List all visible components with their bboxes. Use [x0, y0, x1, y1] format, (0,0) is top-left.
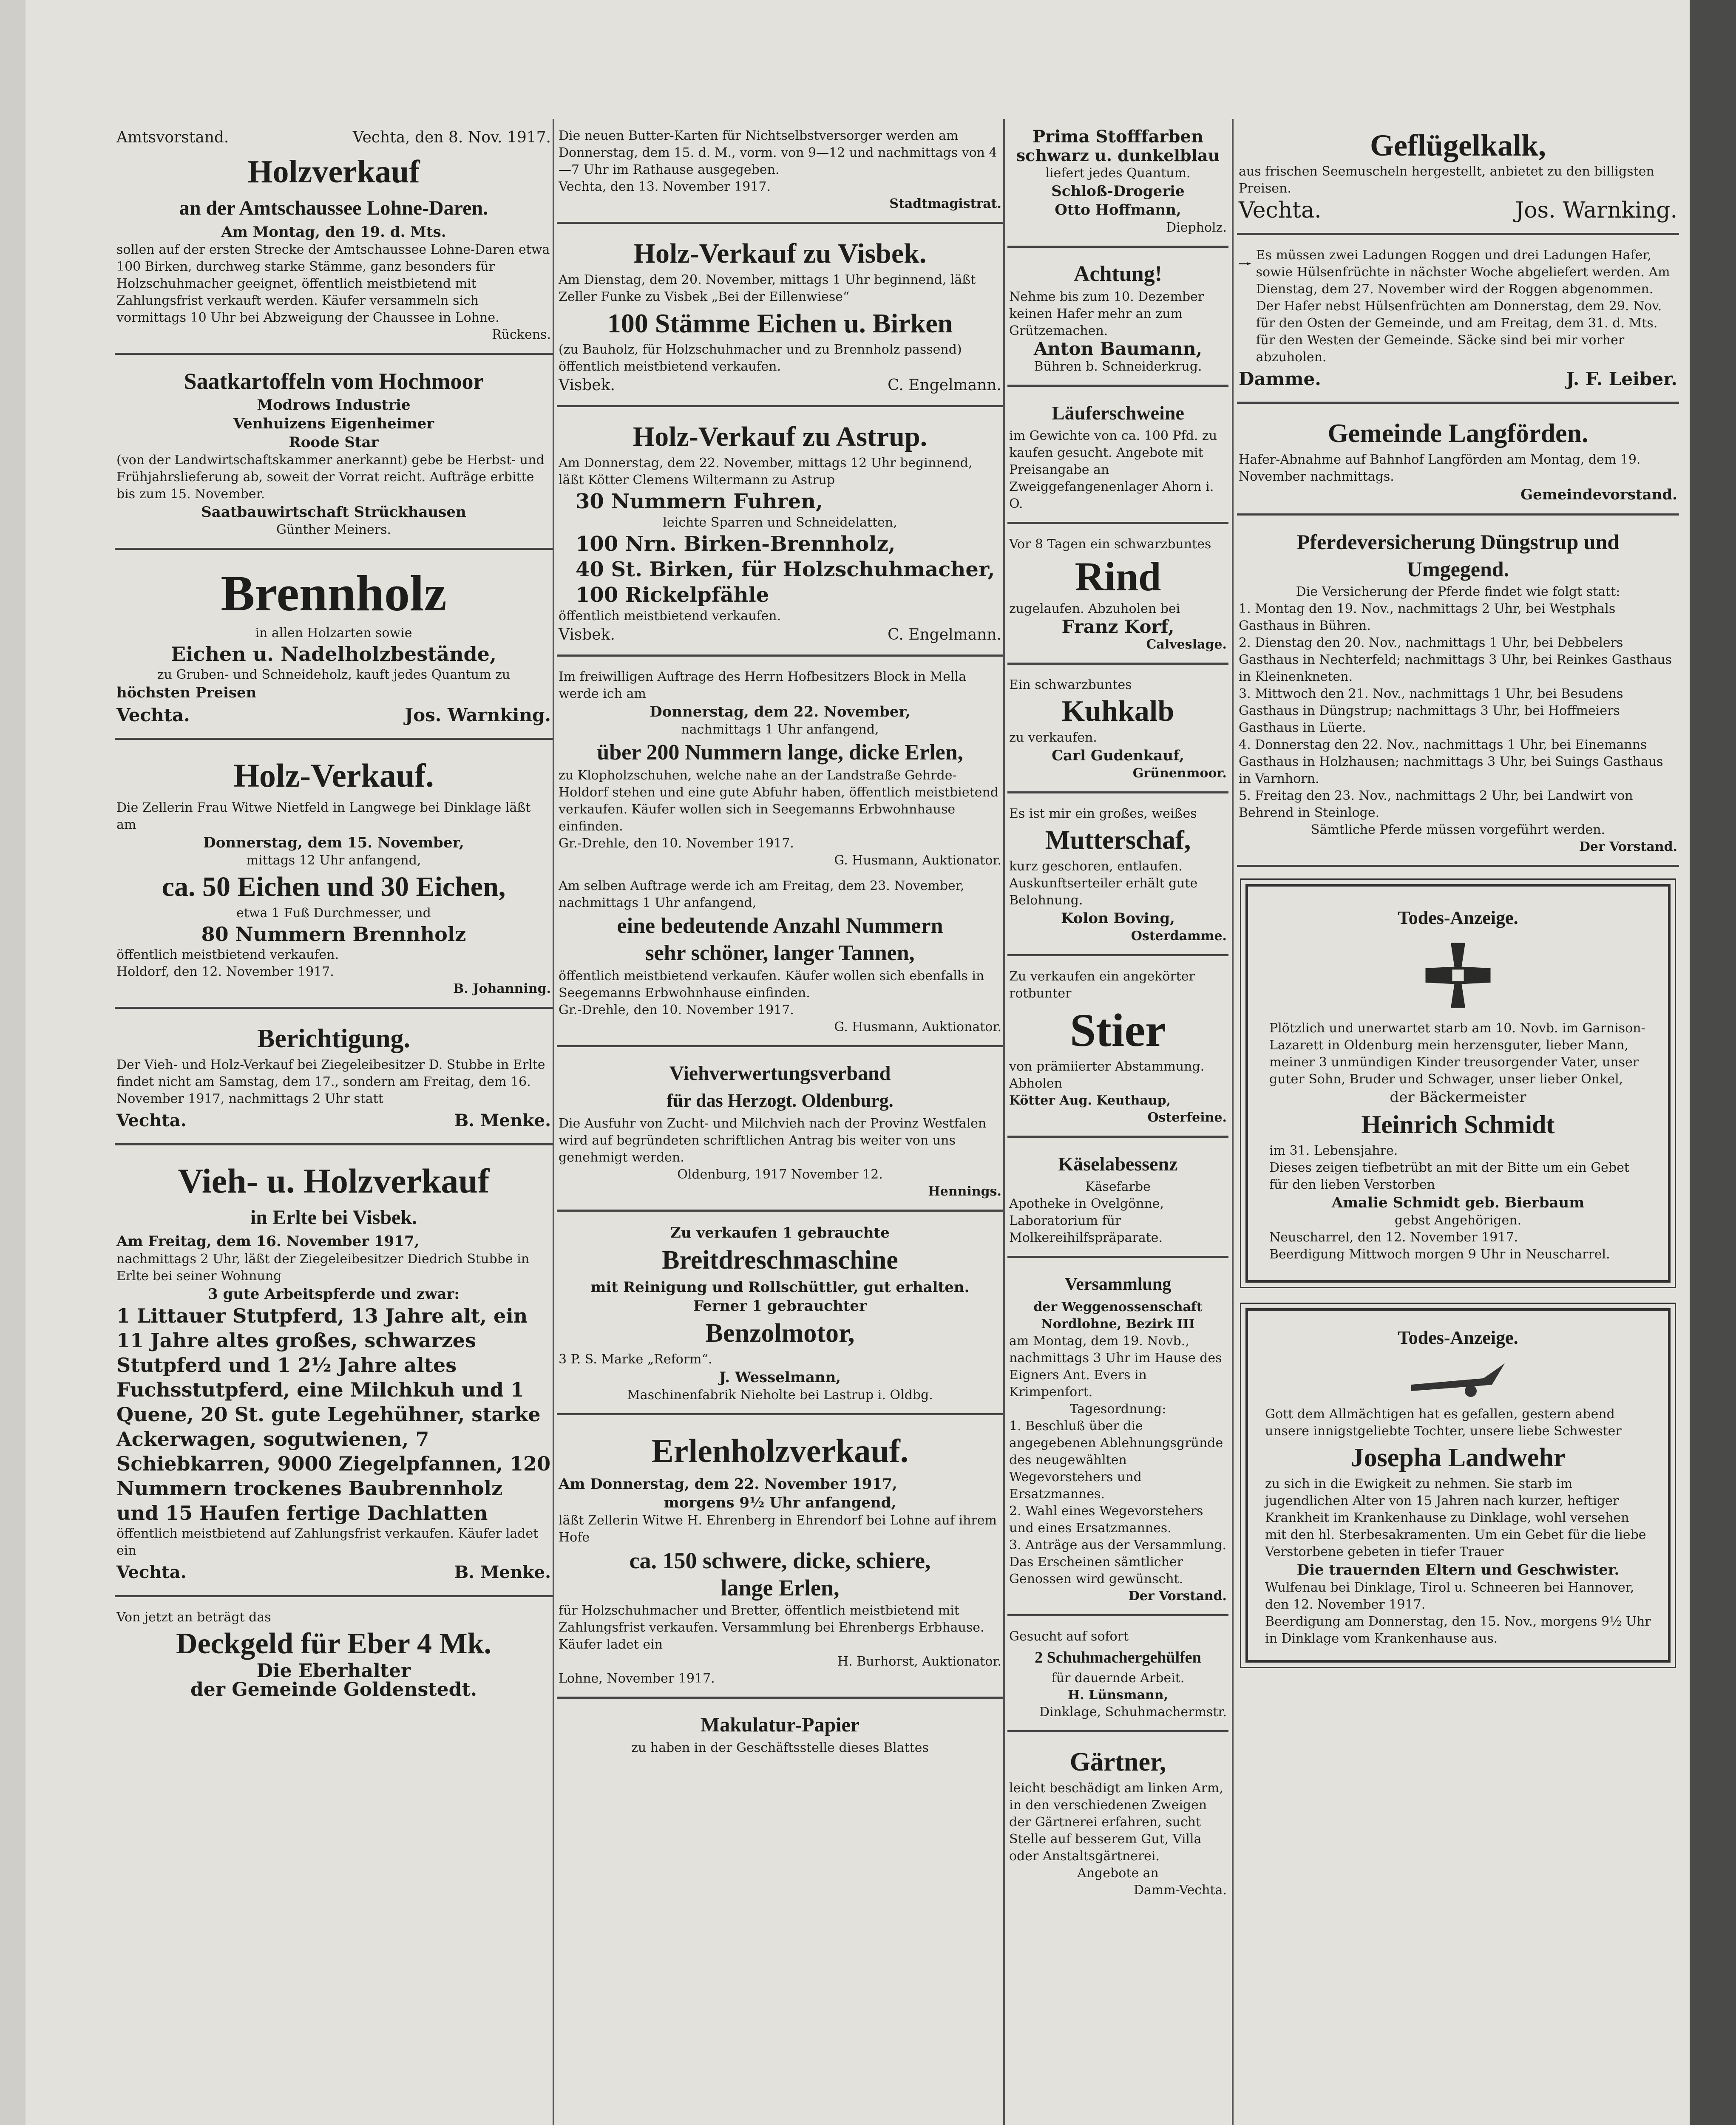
ad-roggen [1237, 243, 1679, 404]
ad-title: 2 Schuhmachergehülfen [1035, 1649, 1201, 1666]
broken-branch-icon [1407, 1355, 1509, 1402]
ad-item: 40 St. Birken, für Holzschuhmacher, [576, 558, 995, 581]
ad-item: 100 Nrn. Birken-Brennholz, [576, 532, 896, 556]
ad-sign: G. Husmann, Auktionator. [834, 1020, 1001, 1034]
ad-body: Die Ausfuhr von Zucht- und Milchvieh nach der Provinz Westfalen wird auf begründeten schriftlichen Antrag bis weiter von uns genehmigt werden. [559, 1116, 987, 1165]
ad-agenda-item: 3. Anträge aus der Versammlung. [1009, 1538, 1227, 1553]
ad-foot: öffentlich meistbietend verkaufen. [559, 609, 781, 623]
ad-title: Makulatur-Papier [700, 1714, 860, 1736]
ad-body: Gott dem Allmächtigen hat es gefallen, gestern abend unsere innigstgeliebte Tochter, unsere liebe Schwester [1265, 1407, 1622, 1439]
ad-laeuferschweine [1007, 394, 1228, 524]
ad-place: Grünenmoor. [1132, 766, 1227, 781]
ad-sign: Der Vorstand. [1128, 1589, 1227, 1604]
column-4 [1237, 123, 1679, 1688]
ad-time: nachmittags 1 Uhr anfangend, [681, 722, 879, 737]
ad-place: Osterdamme. [1131, 929, 1227, 944]
ad-body: Die Zellerin Frau Witwe Nietfeld in Langwege bei Dinklage läßt am [116, 800, 531, 832]
ad-item: 100 Rickelpfähle [576, 583, 769, 607]
ad-place: Vechta. [1239, 198, 1322, 223]
ad-body: für Holzschuhmacher und Bretter, öffentlich meistbietend mit Zahlungsfrist verkaufen. Versammlung bei Ehrenbergs Erbhause. Käufer ladet ein [559, 1603, 984, 1652]
ad-body: (von der Landwirtschaftskammer anerkannt) gebe be Herbst- und Frühjahrslieferung ab, soweit der Vorrat reicht. Aufträge erbitte bis zum 15. November. [116, 453, 545, 502]
ad-gaertner [1007, 1740, 1228, 1908]
ad-place: Vechta. [116, 705, 190, 725]
ad-body: (zu Bauholz, für Holzschuhmacher und zu Brennholz passend) öffentlich meistbietend verkaufen. [559, 342, 962, 374]
ad-body: zu haben in der Geschäftsstelle dieses Blattes [631, 1740, 929, 1755]
ad-sign: Rückens. [492, 327, 551, 342]
ad-subtitle: an der Amtschaussee Lohne-Daren. [179, 197, 488, 219]
ad-stier [1007, 964, 1228, 1138]
ad-date: Donnerstag, dem 15. November, [203, 834, 464, 851]
ad-title: Breitdreschmaschine [662, 1246, 898, 1275]
ad-sign: Anton Baumann, [1033, 338, 1203, 359]
ad-viehverkauf [115, 1153, 553, 1597]
ad-line: in allen Holzarten sowie [255, 626, 412, 640]
ad-title: Benzolmotor, [705, 1319, 855, 1348]
ad-line: Vor 8 Tagen ein schwarzbuntes [1009, 537, 1211, 552]
ad-body: Hafer-Abnahme auf Bahnhof Langförden am Montag, dem 19. November nachmittags. [1239, 452, 1641, 484]
ad-place: Neuscharrel, den 12. November 1917. [1269, 1230, 1518, 1245]
ad-body: öffentlich meistbietend verkaufen. Käufer wollen sich ebenfalls in Seegemanns Erbwohnhause einfinden. [559, 969, 984, 1000]
ad-body: Am Dienstag, dem 20. November, mittags 1 Uhr beginnend, läßt Zeller Funke zu Visbek „Bei der Eillenwiese“ [559, 272, 976, 304]
ad-sign: Der Vorstand. [1579, 839, 1677, 854]
ad-age: im 31. Lebensjahre. [1269, 1143, 1398, 1158]
ad-rind [1007, 532, 1228, 665]
ad-sign: J. F. Leiber. [1566, 368, 1677, 389]
ad-schuhmacher [1007, 1624, 1228, 1732]
ad-place: Gr.-Drehle, den 10. November 1917. [559, 836, 794, 851]
ad-body: Im freiwilligen Auftrage des Herrn Hofbesitzers Block in Mella werde ich am [559, 669, 967, 701]
ad-title: Brennholz [221, 565, 447, 621]
ad-holz-verkauf [115, 748, 553, 1009]
column-2 [557, 123, 1003, 1774]
ad-gefluegelkalk [1237, 123, 1679, 235]
ad-title: Geflügelkalk, [1370, 128, 1546, 162]
ad-date: Am Montag, den 19. d. Mts. [221, 224, 446, 241]
ad-place: Gr.-Drehle, den 10. November 1917. [559, 1003, 794, 1017]
ad-title: Holz-Verkauf zu Visbek. [633, 238, 927, 269]
ad-sign: Carl Gudenkauf, [1052, 747, 1184, 764]
ad-line: schwarz u. dunkelblau [1016, 146, 1220, 165]
ad-name: Heinrich Schmidt [1361, 1111, 1555, 1139]
ad-title: Läuferschweine [1052, 402, 1184, 424]
ad-mutterschaf [1007, 801, 1228, 956]
ad-title: Umgegend. [1407, 557, 1509, 581]
ad-list: 1 Littauer Stutpferd, 13 Jahre alt, ein 11 Jahre altes großes, schwarzes Stutpferd und 1 2½ Jahre altes Fuchsstutpferd, eine Milchkuh und 1 Quene, 20 St. gute Legehühner, starke Ackerwagen, sogutwienen, 7 Schiebkarren, 9000 Ziegelpfannen, 120 Nummern trockenes Baubrennholz und 15 Haufen fertige Dachlatten [116, 1304, 551, 1524]
ad-body: sollen auf der ersten Strecke der Amtschaussee Lohne-Daren etwa 100 Birken, durchweg starke Stämme, ganz besonders für Holzschuhmacher geeignet, öffentlich meistbietend mit Zahlungsfrist verkauft werden. Käufer versammeln sich vormittags 10 Uhr bei Abzweigung der Chaussee in Lohne. [116, 242, 550, 325]
ad-title: Prima Stofffarben [1032, 127, 1204, 147]
ad-langfoerden [1237, 411, 1679, 516]
column-rule [1003, 119, 1005, 2125]
ad-sign: C. Engelmann. [888, 377, 1001, 394]
ad-foot: Das Erscheinen sämtlicher Genossen wird gewünscht. [1009, 1555, 1183, 1587]
ad-sign: Jos. Warnking. [405, 705, 551, 725]
ad-time: morgens 9½ Uhr anfangend, [664, 1494, 896, 1511]
ad-sign: H. Burhorst, Auktionator. [837, 1654, 1001, 1669]
ad-sign: Jos. Warnking. [1515, 198, 1677, 223]
ad-title: Achtung! [1073, 262, 1163, 286]
ad-title: Stier [1069, 1004, 1166, 1056]
ad-place: Dinklage, Schuhmachermstr. [1039, 1705, 1227, 1720]
ad-title: Versammlung [1064, 1275, 1172, 1294]
ad-title: Kuhkalb [1061, 695, 1174, 728]
ad-sign: C. Engelmann. [888, 626, 1001, 643]
ad-item-sub: leichte Sparren und Schneidelatten, [663, 515, 897, 530]
ad-sign: gebst Angehörigen. [1394, 1213, 1522, 1228]
ad-body: im Gewichte von ca. 100 Pfd. zu kaufen gesucht. Angebote mit Preisangabe an Zweiggefangenenlager Ahorn i. O. [1009, 428, 1217, 511]
ad-line: Es ist mir ein großes, weißes [1009, 806, 1197, 821]
ad-line: zugelaufen. Abzuholen bei [1009, 601, 1180, 616]
ad-holzverkauf [115, 123, 553, 355]
ad-title: Holzverkauf [247, 154, 420, 190]
column-3 [1007, 123, 1228, 1916]
ad-date: Am Donnerstag, dem 22. November 1917, [559, 1476, 897, 1493]
ad-line: etwa 1 Fuß Durchmesser, und [236, 906, 431, 921]
ad-body: Es müssen zwei Ladungen Roggen und drei Ladungen Hafer, sowie Hülsenfrüchte in nächster Woche abgeliefert werden. Am Dienstag, dem 27. November wird der Roggen abgenommen. Der Hafer nebst Hülsenfrüchten am Donnerstag, dem 29. Nov. für den Osten der Gemeinde, und am Freitag, dem 31. d. Mts. für den Westen der Gemeinde. Säcke sind bei mir vorher abzuholen. [1256, 248, 1670, 365]
ad-line: Roode Star [289, 434, 379, 451]
ad-item: 1. Montag den 19. Nov., nachmittags 2 Uhr, bei Westphals Gasthaus in Bühren. [1239, 601, 1616, 633]
ad-achtung [1007, 255, 1228, 387]
ad-date: Am Freitag, dem 16. November 1917, [116, 1233, 420, 1250]
ad-place: Bühren b. Schneiderkrug. [1034, 359, 1202, 374]
ad-agenda-item: 2. Wahl eines Wegevorstehers und eines Ersatzmannes. [1009, 1504, 1203, 1536]
ad-big: eine bedeutende Anzahl Nummern [617, 914, 943, 938]
iron-cross-icon [1422, 939, 1494, 1012]
ad-date: Vechta, den 13. November 1917. [559, 179, 771, 194]
ad-line: Zu verkaufen ein angekörter rotbunter [1009, 969, 1195, 1001]
ad-item: 3. Mittwoch den 21. Nov., nachmittags 1 Uhr, bei Besudens Gasthaus in Düngstrup; nachmittags 3 Uhr, bei Hoffmeiers Gasthaus in Lüerte. [1239, 686, 1623, 735]
ad-sign: G. Husmann, Auktionator. [834, 853, 1001, 868]
ad-body: Dieses zeigen tiefbetrübt an mit der Bitte um ein Gebet für den lieben Verstorben [1269, 1160, 1629, 1192]
ad-line: Damm-Vechta. [1133, 1883, 1227, 1898]
ad-line: Käsefarbe [1085, 1179, 1151, 1194]
ad-item: 4. Donnerstag den 22. Nov., nachmittags 1 Uhr, bei Einemanns Gasthaus in Holzhausen; nachmittags 3 Uhr, bei Suings Gasthaus in Varnhorn. [1239, 737, 1663, 786]
ad-place: Lohne, November 1917. [559, 1671, 715, 1686]
ad-title: Mutterschaf, [1045, 826, 1191, 855]
ad-line: liefert jedes Quantum. [1045, 166, 1191, 181]
ad-versammlung [1007, 1266, 1228, 1616]
ad-big: ca. 50 Eichen und 30 Eichen, [162, 871, 506, 902]
ad-berichtigung [115, 1017, 553, 1145]
ad-role: der Bäckermeister [1390, 1089, 1526, 1106]
ad-todesanzeige-schmidt [1245, 884, 1671, 1283]
ad-line: Venhuizens Eigenheimer [233, 415, 434, 432]
ad-breitdreschmaschine [557, 1219, 1003, 1415]
ad-foot: Sämtliche Pferde müssen vorgeführt werden. [1311, 822, 1606, 837]
ad-place: Osterfeine. [1147, 1110, 1227, 1125]
ad-todesanzeige-landwehr [1245, 1308, 1671, 1663]
ad-name: Josepha Landwehr [1350, 1443, 1566, 1472]
ad-line: Modrows Industrie [257, 397, 411, 414]
ad-kaeselabessenz [1007, 1145, 1228, 1258]
ad-body: zu sich in die Ewigkeit zu nehmen. Sie starb im jugendlichen Alter von 15 Jahren nach kurzer, heftiger Krankheit im Krankenhause zu Dinklage, wohl versehen mit den hl. Sterbesakramenten. Um ein Gebet für die liebe Verstorbene gebeten in tiefer Trauer [1265, 1476, 1646, 1559]
ad-place: Visbek. [559, 377, 615, 394]
ad-subtitle: für das Herzogt. Oldenburg. [667, 1090, 894, 1111]
ad-body: Apotheke in Ovelgönne, Laboratorium für Molkereihilfspräparate. [1009, 1196, 1164, 1245]
ad-agenda-title: Tagesordnung: [1069, 1402, 1166, 1417]
ad-sign: Die trauernden Eltern und Geschwister. [1296, 1561, 1620, 1578]
ad-title: Käselabessenz [1058, 1153, 1178, 1175]
ad-brennholz [115, 558, 553, 740]
ad-erlenholzverkauf [557, 1423, 1003, 1699]
ad-title: Pferdeversicherung Düngstrup und [1296, 530, 1620, 554]
ad-body: zu Klopholzschuhen, welche nahe an der Landstraße Gehrde-Holdorf stehen und eine gute Abfuhr haben, öffentlich meistbietend verkaufen. Käufer wollen sich in Seegemanns Erbwohnhause einfinden. [559, 768, 998, 834]
header-left: Amtsvorstand. [116, 129, 229, 146]
ad-line: 80 Nummern Brennholz [201, 923, 466, 946]
ad-date: Donnerstag, dem 22. November, [650, 703, 911, 720]
ad-line: Von jetzt an beträgt das [116, 1610, 271, 1625]
ad-place: Holdorf, den 12. November 1917. [116, 964, 334, 979]
ad-line: Die Eberhalter [256, 1660, 411, 1682]
pointing-hand-icon [1239, 247, 1252, 281]
ad-line: Otto Hoffmann, [1055, 201, 1181, 218]
ad-line: Nordlohne, Bezirk III [1041, 1317, 1195, 1332]
ad-sign: Günther Meiners. [276, 522, 391, 537]
ad-body: läßt Zellerin Witwe H. Ehrenberg in Ehrendorf bei Lohne auf ihrem Hofe [559, 1513, 997, 1545]
ad-sign: Kolon Boving, [1061, 910, 1175, 927]
ad-line: der Weggenossenschaft [1033, 1300, 1203, 1315]
ad-burial: Beerdigung Mittwoch morgen 9 Uhr in Neuscharrel. [1269, 1247, 1610, 1262]
ad-line: Angebote an [1077, 1866, 1159, 1881]
ad-title: Berichtigung. [257, 1024, 410, 1053]
ad-body: Die neuen Butter-Karten für Nichtselbstversorger werden am Donnerstag, dem 15. d. M., vorm. von 9—12 und nachmittags von 4—7 Uhr im Rathause ausgegeben. [559, 128, 997, 177]
ad-body: Der Vieh- und Holz-Verkauf bei Ziegeleibesitzer D. Stubbe in Erlte findet nicht am Samstag, dem 17., sondern am Freitag, dem 16. November 1917, nachmittags 2 Uhr statt [116, 1057, 545, 1106]
ad-title: Deckgeld für Eber 4 Mk. [176, 1627, 492, 1660]
ad-sign: Stadtmagistrat. [889, 196, 1001, 211]
ad-makulatur [557, 1706, 1003, 1766]
ad-sign: H. Lünsmann, [1067, 1688, 1169, 1703]
ad-title: Gemeinde Langförden. [1328, 419, 1588, 448]
ad-body: von prämiierter Abstammung. Abholen [1009, 1059, 1205, 1091]
ad-body: Plötzlich und unerwartet starb am 10. Novb. im Garnison-Lazarett in Oldenburg mein herzensguter, lieber Mann, meiner 3 unmündigen Kinder treusorgender Vater, unser guter Sohn, Bruder und Schwager, unser lieber Onkel, [1269, 1021, 1645, 1087]
ad-pferdeversicherung [1237, 523, 1679, 867]
ad-title: Gärtner, [1069, 1748, 1166, 1776]
ad-body: Am Donnerstag, dem 22. November, mittags 12 Uhr beginnend, läßt Kötter Clemens Wiltermann zu Astrup [559, 456, 973, 487]
ad-body: Nehme bis zum 10. Dezember keinen Hafer mehr an zum Grützemachen. [1009, 289, 1204, 338]
ad-sign: Franz Korf, [1061, 616, 1174, 637]
scan-margin-right [1690, 0, 1736, 2125]
ad-sign: B. Menke. [454, 1111, 551, 1130]
column-rule [1232, 119, 1234, 2125]
ad-title: Saatkartoffeln vom Hochmoor [184, 368, 484, 394]
ad-line: Schloß-Drogerie [1051, 183, 1185, 200]
ad-line: Ein schwarzbuntes [1009, 677, 1132, 692]
ad-body: aus frischen Seemuscheln hergestellt, anbietet zu den billigsten Preisen. [1239, 164, 1654, 196]
ad-line: Maschinenfabrik Nieholte bei Lastrup i. Oldbg. [627, 1388, 933, 1402]
ad-foot: öffentlich meistbietend auf Zahlungsfrist verkaufen. Käufer ladet ein [116, 1526, 539, 1558]
ad-line: mit Reinigung und Rollschüttler, gut erhalten. [590, 1279, 970, 1296]
ad-line: Diepholz. [1166, 220, 1227, 235]
ad-subtitle: in Erlte bei Visbek. [250, 1206, 417, 1229]
ad-place: Vechta. [116, 1562, 187, 1582]
ad-kuhkalb [1007, 672, 1228, 793]
ad-line: Zu verkaufen 1 gebrauchte [670, 1224, 890, 1241]
ad-big: sehr schöner, langer Tannen, [645, 941, 915, 965]
ad-place: Vechta. [116, 1111, 187, 1130]
ad-body: nachmittags 2 Uhr, läßt der Ziegeleibesitzer Diedrich Stubbe in Erlte bei seiner Wohnung [116, 1252, 530, 1284]
ad-place: Calveslage. [1146, 637, 1227, 652]
ad-title: Viehverwertungsverband [669, 1062, 891, 1085]
ad-line: 3 gute Arbeitspferde und zwar: [208, 1286, 460, 1303]
ad-line: höchsten Preisen [116, 684, 257, 701]
ad-saatkartoffeln [115, 363, 553, 550]
ad-mella [557, 664, 1003, 1047]
ad-line: zu verkaufen. [1009, 730, 1097, 745]
ad-viehverwertung [557, 1055, 1003, 1212]
ad-intro: Die Versicherung der Pferde findet wie folgt statt: [1296, 584, 1620, 599]
ad-place: Wulfenau bei Dinklage, Tirol u. Schneeren bei Hannover, den 12. November 1917. [1265, 1580, 1634, 1612]
ad-stofffarben [1007, 123, 1228, 248]
ad-line: Gesucht auf sofort [1009, 1629, 1129, 1644]
ad-line: Eichen u. Nadelholzbestände, [171, 643, 496, 666]
ad-place: Damme. [1239, 368, 1321, 389]
ad-butterkarten [557, 123, 1003, 224]
ad-line: 3 P. S. Marke „Reform“. [559, 1352, 712, 1367]
ad-sign: B. Menke. [454, 1562, 551, 1582]
ad-visbek [557, 232, 1003, 407]
ad-astrup [557, 415, 1003, 657]
ad-line: Ferner 1 gebrauchter [693, 1298, 867, 1315]
ad-line: öffentlich meistbietend verkaufen. [116, 947, 339, 962]
ad-big: lange Erlen, [720, 1575, 840, 1601]
ad-time: mittags 12 Uhr anfangend, [246, 853, 421, 868]
ad-line: für dauernde Arbeit. [1051, 1671, 1185, 1686]
ad-big: über 200 Nummern lange, dicke Erlen, [597, 740, 963, 765]
ad-body: kurz geschoren, entlaufen. Auskunftserteiler erhält gute Belohnung. [1009, 859, 1198, 908]
ad-item: 30 Nummern Fuhren, [576, 490, 823, 513]
ad-sign: B. Johanning. [453, 981, 551, 996]
ad-burial: Beerdigung am Donnerstag, den 15. Nov., morgens 9½ Uhr in Dinklage vom Krankenhause aus. [1265, 1614, 1651, 1646]
ad-line: zu Gruben- und Schneideholz, kauft jedes Quantum zu [157, 667, 511, 682]
ad-body: leicht beschädigt am linken Arm, in den verschiedenen Zweigen der Gärtnerei erfahren, sucht Stelle auf besserem Gut, Villa oder Anstaltsgärtnerei. [1009, 1781, 1223, 1864]
ad-sign: J. Wesselmann, [719, 1369, 841, 1386]
header-right: Vechta, den 8. Nov. 1917. [352, 129, 551, 146]
ad-title: Erlenholzverkauf. [651, 1432, 909, 1469]
column-1 [115, 123, 553, 1716]
ad-sign: Kötter Aug. Keuthaup, [1009, 1093, 1171, 1108]
ad-body: am Montag, dem 19. Novb., nachmittags 3 Uhr im Hause des Eigners Ant. Evers in Krimpenfort. [1009, 1334, 1222, 1400]
ad-title: Todes-Anzeige. [1398, 1327, 1518, 1348]
ad-title: Holz-Verkauf zu Astrup. [633, 421, 928, 452]
ad-sign: Amalie Schmidt geb. Bierbaum [1331, 1194, 1585, 1211]
ad-sign: Hennings. [928, 1184, 1001, 1199]
ad-org: Saatbauwirtschaft Strückhausen [201, 504, 466, 521]
ad-deckgeld [115, 1605, 553, 1708]
ad-title: Todes-Anzeige. [1398, 907, 1518, 928]
ad-body: Am selben Auftrage werde ich am Freitag, dem 23. November, nachmittags 1 Uhr anfangend, [559, 878, 964, 910]
ad-date: Oldenburg, 1917 November 12. [677, 1167, 883, 1182]
column-rule [553, 119, 554, 2125]
ad-title: Holz-Verkauf. [233, 757, 434, 794]
ad-title: Rind [1075, 554, 1161, 599]
ad-place: Visbek. [559, 626, 615, 643]
ad-big: ca. 150 schwere, dicke, schiere, [629, 1548, 931, 1573]
ad-item: 5. Freitag den 23. Nov., nachmittags 2 Uhr, bei Landwirt von Behrend in Steinloge. [1239, 788, 1633, 820]
ad-agenda-item: 1. Beschluß über die angegebenen Ablehnungsgründe des neugewählten Wegevorstehers und Ersatzmannes. [1009, 1419, 1223, 1502]
ad-title: Vieh- u. Holzverkauf [178, 1162, 490, 1200]
ad-line: der Gemeinde Goldenstedt. [190, 1679, 477, 1700]
ad-sign: Gemeindevorstand. [1520, 486, 1677, 503]
ad-item: 2. Dienstag den 20. Nov., nachmittags 1 Uhr, bei Debbelers Gasthaus in Nechterfeld; nachmittags 3 Uhr, bei Reinkes Gasthaus in Kleinenkneten. [1239, 635, 1672, 684]
ad-big: 100 Stämme Eichen u. Birken [607, 308, 953, 338]
